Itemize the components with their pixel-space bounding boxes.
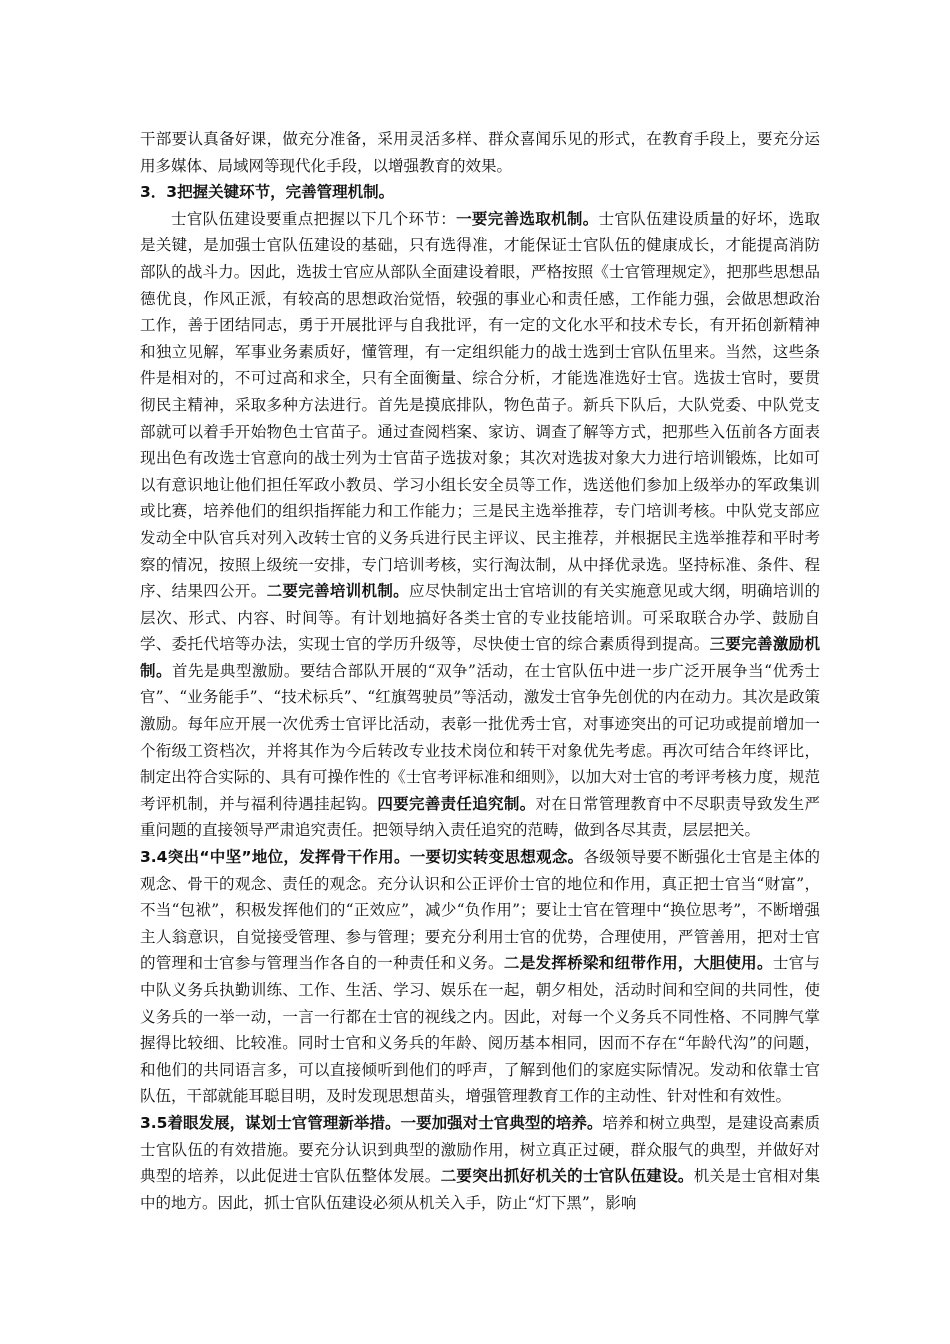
text: 士官队伍建设要重点把握以下几个环节： (171, 209, 457, 228)
paragraph-education-methods (140, 126, 820, 179)
text: 应尽快制定出士官培训的有关实施意见或大纲，明确培训的层次、形式、内容、时间等。有计划地搞好各类士官的专业技能培训。可采取联合办学、鼓励自学、委托代培等办法，实现士官的学历升级等，尽快使士官的综合素质得到提高。 (140, 582, 820, 654)
bold-phrase: 3.5着眼发展，谋划士官管理新举措。一要加强对士官典型的培养。 (140, 1113, 603, 1132)
text: 士官与中队义务兵执勤训练、工作、生活、学习、娱乐在一起，朝夕相处，活动时间和空间的共同性，使义务兵的一举一动，一言一行都在士官的视线之内。因此，对每一个义务兵不同性格、不同脾气掌握得比较细、比较准。同时士官和义务兵的年龄、阅历基本相同，因而不存在“年龄代沟”的问题，和他们的共同语言多，可以直接倾听到他们的呼声，了解到他们的家庭实际情况。发动和依靠士官队伍，干部就能耳聪目明，及时发现思想苗头，增强管理教育工作的主动性、针对性和有效性。 (140, 954, 820, 1106)
text: 对在日常管理教育中不尽职责导致发生严重问题的直接领导严肃追究责任。把领导纳入责任追究的范畴，做到各尽其责，层层把关。 (140, 794, 820, 840)
text: 干部要认真备好课，做充分准备，采用灵活多样、群众喜闻乐见的形式，在教育手段上，要充分运用多媒体、局域网等现代化手段，以增强教育的效果。 (140, 130, 820, 175)
bold-phrase: 二是发挥桥梁和纽带作用，大胆使用。 (503, 954, 773, 973)
document-page (140, 126, 820, 1216)
text: 士官队伍建设质量的好坏，选取是关键，是加强士官队伍建设的基础，只有选得准，才能保证士官队伍的健康成长，才能提高消防部队的战斗力。因此，选拔士官应从部队全面建设着眼，严格按照《士官管理规定》，把那些思想品德优良，作风正派，有较高的思想政治觉悟，较强的事业心和责任感，工作能力强，会做思想政治工作，善于团结同志，勇于开展批评与自我批评，有一定的文化水平和技术专长，有开拓创新精神和独立见解，军事业务素质好，懂管理，有一定组织能力的战士选到士官队伍里来。当然，这些条件是相对的，不可过高和求全，只有全面衡量、综合分析，才能选准选好士官。选拔士官时，要贯彻民主精神，采取多种方法进行。首先是摸底排队，物色苗子。新兵下队后，大队党委、中队党支部就可以着手开始物色士官苗子。通过查阅档案、家访、调查了解等方式，把那些入伍前各方面表现出色有改选士官意向的战士列为士官苗子选拔对象；其次对选拔对象大力进行培训锻炼，比如可以有意识地让他们担任军政小教员、学习小组长安全员等工作，选送他们参加上级举办的军政集训或比赛，培养他们的组织指挥能力和工作能力；三是民主选举推荐，专门培训考核。中队党支部应发动全中队官兵对列入改转士官的义务兵进行民主评议、民主推荐，并根据民主选举推荐和平时考察的情况，按照上级统一安排，专门培训考核，实行淘汰制，从中择优录选。坚持标准、条件、程序、结果四公开。 (140, 209, 820, 601)
text: 机关是士官相对集中的地方。因此，抓士官队伍建设必须从机关入手，防止“灯下黑”，影响 (140, 1167, 820, 1212)
bold-phrase: 3.4突出“中坚”地位，发挥骨干作用。一要切实转变思想观念。 (140, 848, 584, 867)
section-heading-3-3: 3．3把握关键环节，完善管理机制。 (140, 183, 395, 202)
paragraph-section-3-4 (140, 844, 820, 1110)
bold-phrase: 四要完善责任追究制。 (377, 794, 536, 813)
paragraph-section-3-5 (140, 1110, 820, 1216)
text: 各级领导要不断强化士官是主体的观念、骨干的观念、责任的观念。充分认识和公正评价士官的地位和作用，真正把士官当“财富”，不当“包袱”，积极发挥他们的“正效应”，减少“负作用”；要让士官在管理中“换位思考”，不断增强主人翁意识，自觉接受管理、参与管理；要充分利用士官的优势，合理使用，严管善用，把对士官的管理和士官参与管理当作各自的一种责任和义务。 (140, 848, 820, 973)
paragraph-key-links (140, 206, 820, 844)
text: 首先是典型激励。要结合部队开展的“双争”活动，在士官队伍中进一步广泛开展争当“优秀士官”、“业务能手”、“技术标兵”、“红旗驾驶员”等活动，激发士官争先创优的内在动力。其次是政策激励。每年应开展一次优秀士官评比活动，表彰一批优秀士官，对事迹突出的可记功或提前增加一个衔级工资档次，并将其作为今后转改专业技术岗位和转干对象优先考虑。再次可结合年终评比，制定出符合实际的、具有可操作性的《士官考评标准和细则》，以加大对士官的考评考核力度，规范考评机制，并与福利待遇挂起钩。 (140, 661, 820, 813)
bold-phrase: 三要完善激励机制。 (140, 635, 820, 680)
bold-phrase: 二要完善培训机制。 (266, 582, 409, 601)
text: 培养和树立典型，是建设高素质士官队伍的有效措施。要充分认识到典型的激励作用，树立真正过硬，群众服气的典型，并做好对典型的培养，以此促进士官队伍整体发展。 (140, 1113, 820, 1186)
bold-phrase: 一要完善选取机制。 (456, 209, 599, 228)
bold-phrase: 二要突出抓好机关的士官队伍建设。 (440, 1167, 694, 1186)
